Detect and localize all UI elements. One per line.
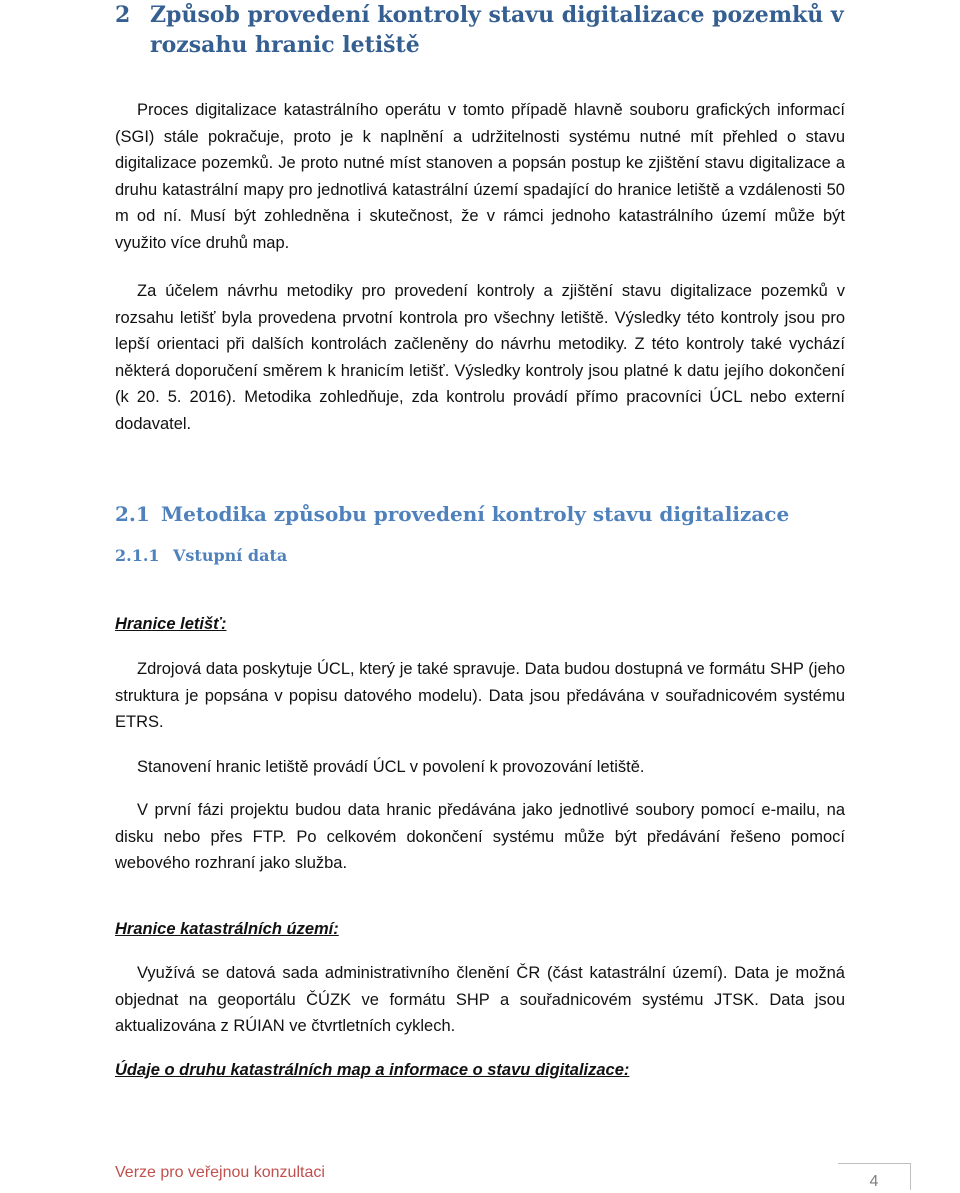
intro-paragraph-1: Proces digitalizace katastrálního operátu v tomto případě hlavně souboru grafických informací (SGI) stále pokračuje, proto je k naplnění a udržitelnosti systému nutné mít přehled o stavu digitalizace pozemků. Je proto nutné míst stanoven a popsán postup ke zjištění stavu digitalizace a druhu katastrální mapy pro jednotlivá katastrální území spadající do hranice letiště a vzdálenosti 50 m od ní. Musí být zohledněna i skutečnost, že v rámci jednoho katastrálního území může být využito více druhů map. bbox=[115, 101, 845, 252]
subsection-heading bbox=[115, 544, 287, 568]
airport-paragraph-3: V první fázi projektu budou data hranic předávána jako jednotlivé soubory pomocí e-mailu, na disku nebo přes FTP. Po celkovém dokončení systému může být předávání řešeno pomocí webového rozhraní jako služba. bbox=[115, 801, 845, 872]
chapter-heading bbox=[115, 0, 875, 60]
map-info-heading: Údaje o druhu katastrálních map a informace o stavu digitalizace: bbox=[115, 1061, 630, 1079]
airport-paragraph-2: Stanovení hranic letiště provádí ÚCL v povolení k provozování letiště. bbox=[137, 758, 645, 776]
subsection-number: 2.1.1 bbox=[115, 546, 160, 565]
chapter-number: 2 bbox=[115, 2, 131, 28]
footer-version-label: Verze pro veřejnou konzultaci bbox=[115, 1164, 325, 1181]
section-number: 2.1 bbox=[115, 502, 150, 526]
airport-paragraph-1: Zdrojová data poskytuje ÚCL, který je také spravuje. Data budou dostupná ve formátu SHP (jeho struktura je popsána v popisu datového modelu). Data jsou předávána v souřadnicovém systému ETRS. bbox=[115, 660, 845, 731]
section-title: Metodika způsobu provedení kontroly stavu digitalizace bbox=[161, 502, 790, 526]
subsection-title: Vstupní data bbox=[173, 546, 288, 565]
chapter-title: Způsob provedení kontroly stavu digitalizace pozemků v rozsahu hranic letiště bbox=[150, 2, 844, 58]
cadastral-paragraph-1: Využívá se datová sada administrativního členění ČR (část katastrální území). Data je možná objednat na geoportálu ČÚZK ve formátu SHP a souřadnicovém systému JTSK. Data jsou aktualizována z RÚIAN ve čtvrtletních cyklech. bbox=[115, 964, 845, 1035]
section-heading bbox=[115, 500, 789, 528]
intro-paragraph-2: Za účelem návrhu metodiky pro provedení kontroly a zjištění stavu digitalizace pozemků v rozsahu letišť byla provedena prvotní kontrola pro všechny letiště. Výsledky této kontroly jsou pro lepší orientaci při dalších kontrolách začleněny do návrhu metodiky. Z této kontroly také vychází některá doporučení směrem k hranicím letišť. Výsledky kontroly jsou platné k datu jejího dokončení (k 20. 5. 2016). Metodika zohledňuje, zda kontrolu provádí přímo pracovníci ÚCL nebo externí dodavatel. bbox=[115, 282, 845, 433]
page-number: 4 bbox=[869, 1173, 879, 1190]
cadastral-boundaries-heading: Hranice katastrálních území: bbox=[115, 920, 339, 938]
airport-boundaries-heading: Hranice letišť: bbox=[115, 615, 227, 633]
